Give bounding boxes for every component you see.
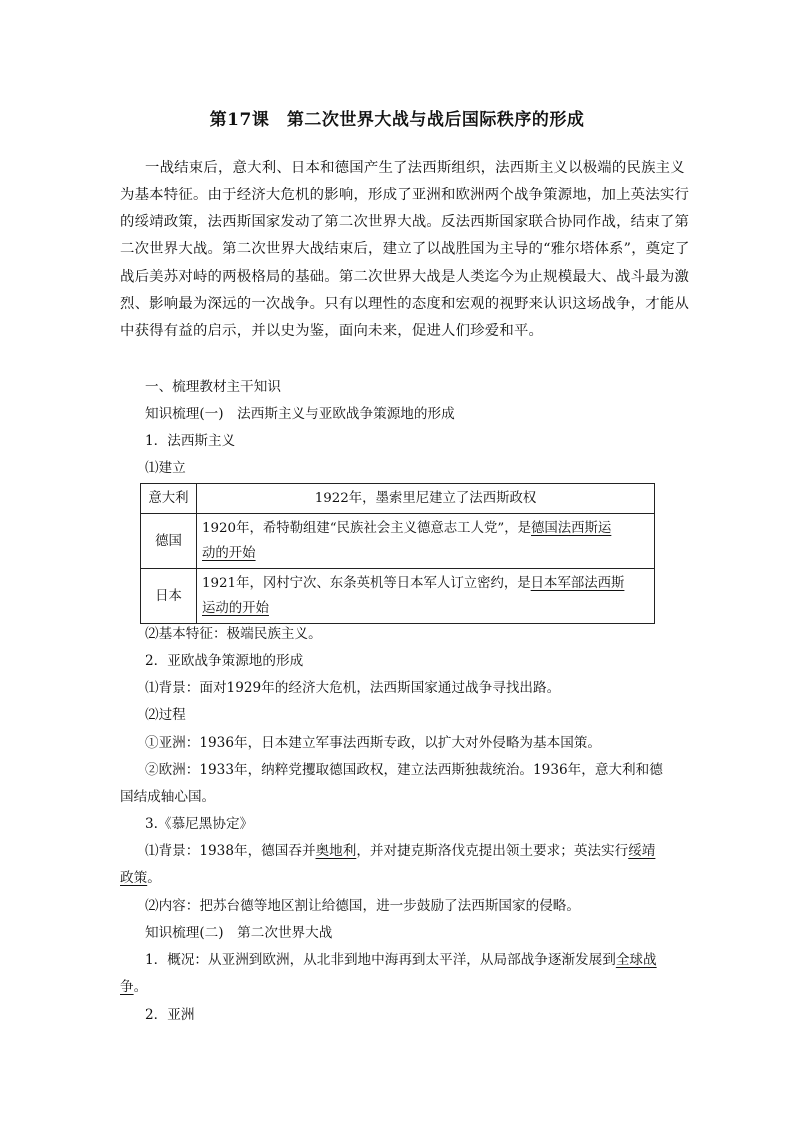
munich-bg-text-b: ，并对捷克斯洛伐克提出领土要求；英法实行	[356, 843, 629, 859]
japan-text-ul: 日本军部法西斯	[530, 576, 625, 591]
japan-text-cell	[197, 569, 655, 624]
intro-line-3: 的绥靖政策，法西斯国家发动了第二次世界大战。反法西斯国家联合协同作战，结束了第	[120, 214, 690, 230]
munich-bg-text-a: ⑴背景：1938年，德国吞并	[145, 843, 316, 859]
intro-line-5: 战后美苏对峙的两极格局的基础。第二次世界大战是人类迄今为止规模最大、战斗最为激	[120, 269, 690, 285]
intro-line-1: 一战结束后，意大利、日本和德国产生了法西斯组织，法西斯主义以极端的民族主义	[145, 160, 685, 176]
intro-line-7: 中获得有益的启示，并以史为鉴，面向未来，促进人们珍爱和平。	[120, 323, 544, 339]
intro-line-2: 为基本特征。由于经济大危机的影响，形成了亚洲和欧洲两个战争策源地，加上英法实行	[120, 187, 690, 203]
munich-background-line-2	[120, 868, 161, 888]
asia-process: ①亚洲：1936年，日本建立军事法西斯专政，以扩大对外侵略为基本国策。	[145, 735, 601, 751]
overview-text-ul-2: 争	[120, 979, 134, 995]
overview-text-end: 。	[133, 979, 148, 995]
japan-text-line2: 运动的开始	[202, 601, 269, 616]
knowledge-1-title: 知识梳理(一) 法西斯主义与亚欧战争策源地的形成	[145, 406, 455, 422]
europe-process-line-1: ②欧洲：1933年，纳粹党攫取德国政权，建立法西斯独裁统治。1936年，意大利和德	[145, 762, 663, 778]
munich-bg-austria: 奥地利	[315, 843, 357, 859]
country-cell: 意大利	[141, 484, 197, 514]
war-sources-heading: 2．亚欧战争策源地的形成	[145, 653, 304, 669]
germany-text-a: 1920年，希特勒组建“民族社会主义德意志工人党”，是	[202, 521, 531, 536]
italy-text-cell: 1922年，墨索里尼建立了法西斯政权	[197, 484, 655, 514]
knowledge-2-title: 知识梳理(二) 第二次世界大战	[145, 925, 333, 941]
asia-heading: 2．亚洲	[145, 1007, 195, 1023]
country-cell: 日本	[141, 569, 197, 624]
germany-text-line2: 动的开始	[202, 546, 256, 561]
table-row	[141, 484, 655, 514]
fascism-heading: 1．法西斯主义	[145, 433, 236, 449]
japan-text-a: 1921年，冈村宁次、东条英机等日本军人订立密约，是	[202, 576, 531, 591]
background-text: ⑴背景：面对1929年的经济大危机，法西斯国家通过战争寻找出路。	[145, 680, 561, 696]
table-row	[141, 514, 655, 569]
munich-bg-appease-2: 政策	[120, 870, 148, 886]
overview-line-2	[120, 977, 147, 997]
overview-text-ul: 全球战	[615, 952, 657, 968]
munich-bg-end: 。	[147, 870, 161, 886]
basic-feature: ⑵基本特征：极端民族主义。	[145, 626, 322, 642]
fascism-table	[140, 483, 655, 624]
germany-text-ul: 德国法西斯运	[530, 521, 612, 536]
germany-text-cell	[197, 514, 655, 569]
overview-text-a: 1．概况：从亚洲到欧洲，从北非到地中海再到太平洋，从局部战争逐渐发展到	[145, 952, 616, 968]
process-heading: ⑵过程	[145, 707, 186, 723]
country-cell: 德国	[141, 514, 197, 569]
intro-line-6: 烈、影响最为深远的一次战争。只有以理性的态度和宏观的视野来认识这场战争，才能从	[120, 296, 690, 312]
munich-content: ⑵内容：把苏台德等地区割让给德国，进一步鼓励了法西斯国家的侵略。	[145, 898, 580, 914]
munich-background-line-1	[145, 841, 655, 861]
intro-line-4: 二次世界大战。第二次世界大战结束后，建立了以战胜国为主导的“雅尔塔体系”，奠定了	[120, 241, 690, 257]
munich-bg-appease-1: 绥靖	[628, 843, 656, 859]
munich-heading: 3.《慕尼黑协定》	[145, 816, 254, 832]
section-heading: 一、梳理教材主干知识	[145, 379, 281, 395]
establish-heading: ⑴建立	[145, 460, 186, 476]
lesson-title: 第17课 第二次世界大战与战后国际秩序的形成	[209, 110, 585, 130]
table-row	[141, 569, 655, 624]
europe-process-line-2: 国结成轴心国。	[120, 789, 216, 805]
overview-line-1	[145, 950, 657, 970]
